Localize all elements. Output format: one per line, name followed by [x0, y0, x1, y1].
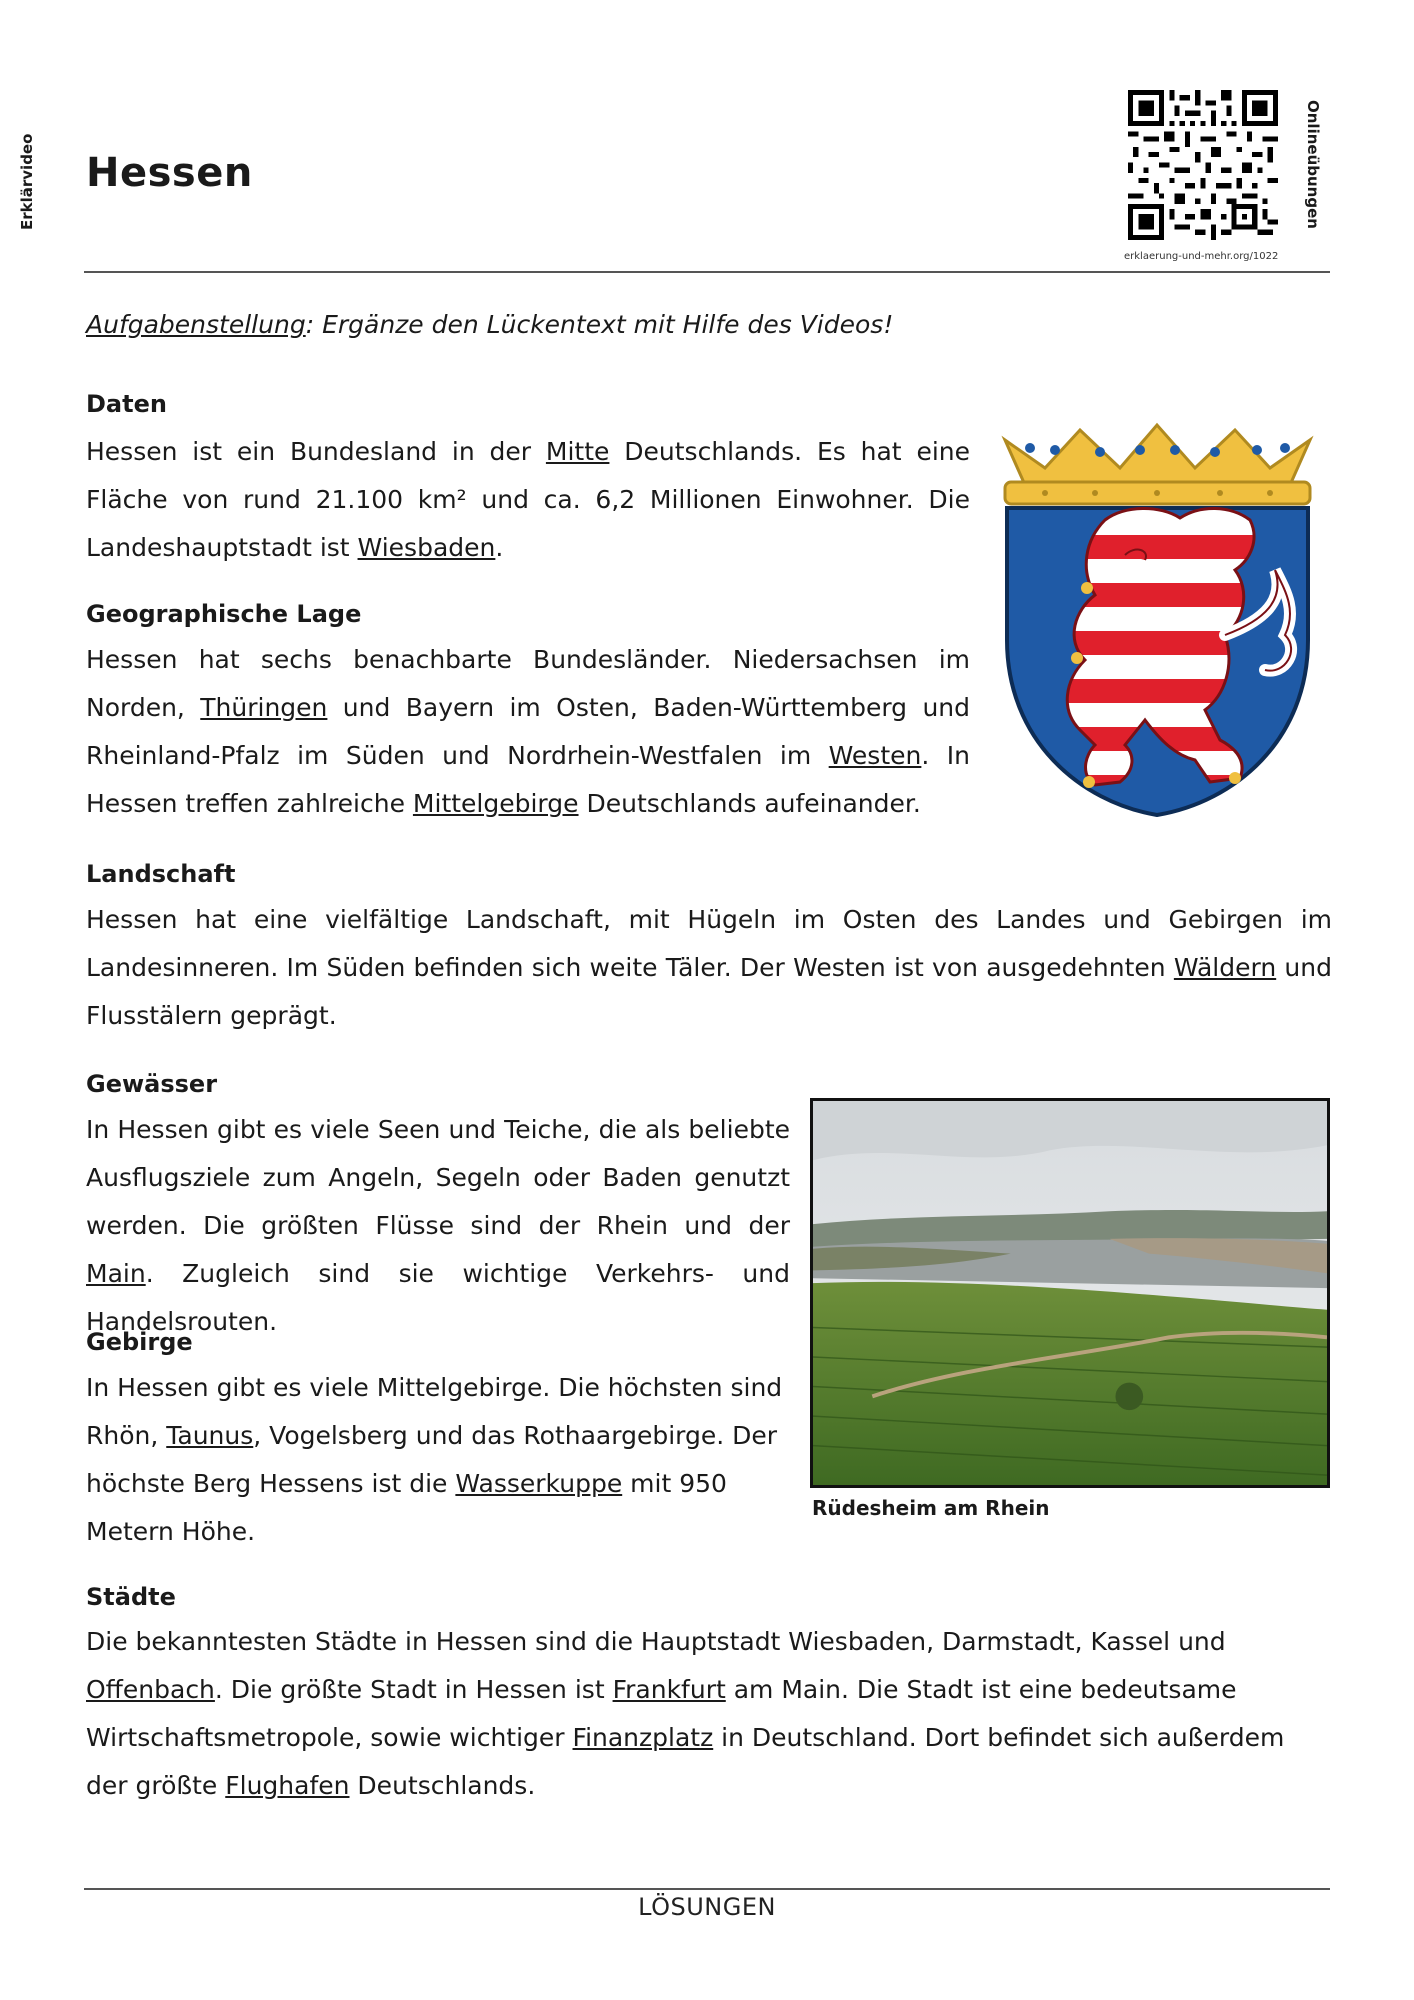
text-run: in Deutschland. Dort befindet sich außerdem der größte — [86, 1723, 1285, 1800]
task-text: : Ergänze den Lückentext mit Hilfe des Videos! — [305, 310, 894, 339]
heading-daten: Daten — [86, 390, 167, 418]
task-label: Aufgabenstellung — [86, 310, 306, 339]
paragraph-staedte — [86, 1618, 1332, 1810]
photo-caption: Rüdesheim am Rhein — [812, 1496, 1050, 1520]
text-run: . — [495, 533, 504, 562]
paragraph-lage — [86, 636, 970, 828]
answer-blank: Wäldern — [1173, 953, 1277, 982]
heading-staedte: Städte — [86, 1583, 176, 1611]
heading-landschaft: Landschaft — [86, 860, 236, 888]
answer-blank: Flughafen — [225, 1771, 350, 1800]
text-run: , Vogelsberg und das Rothaargebirge. Der höchste Berg Hessens ist die — [86, 1421, 778, 1498]
text-run: am Main. Die Stadt ist eine bedeutsame Wirtschaftsmetropole, sowie wichtiger — [86, 1675, 1237, 1752]
page-title: Hessen — [86, 150, 253, 196]
qr-code-icon[interactable] — [1128, 90, 1278, 240]
crown-icon — [1005, 425, 1310, 504]
text-run: Die bekanntesten Städte in Hessen sind die Hauptstadt Wiesbaden, Darmstadt, Kassel und — [86, 1627, 1226, 1656]
text-run: . Die größte Stadt in Hessen ist — [214, 1675, 613, 1704]
text-run: . Zugleich sind sie wichtige Verkehrs- und Handelsrouten. — [86, 1259, 790, 1336]
heading-geographische-lage: Geographische Lage — [86, 600, 362, 628]
answer-blank: Wiesbaden — [357, 533, 496, 562]
task-instruction — [86, 310, 893, 339]
text-run: Hessen hat sechs benachbarte Bundesländer. Niedersachsen im Norden, — [86, 645, 970, 722]
photo-ruedesheim — [810, 1098, 1330, 1488]
qr-right-label: Onlineübungen — [1304, 100, 1322, 229]
text-run: und Bayern im Osten, Baden-Württemberg und Rheinland-Pfalz im Süden und Nordrhein-Westfalen im — [86, 693, 970, 770]
text-run: Hessen hat eine vielfältige Landschaft, mit Hügeln im Osten des Landes und Gebirgen im Landesinneren. Im Süden befinden sich weite Täler. Der Westen ist von ausgedehnten — [86, 905, 1332, 982]
answer-blank: Thüringen — [200, 693, 328, 722]
answer-blank: Taunus — [166, 1421, 254, 1450]
text-run: Hessen ist ein Bundesland in der — [86, 437, 546, 466]
hessen-coat-of-arms — [985, 410, 1330, 820]
paragraph-landschaft — [86, 896, 1332, 1040]
text-run: Deutschlands. Es hat eine Fläche von rund 21.100 km² und ca. 6,2 Millionen Einwohner. Die Landeshauptstadt ist — [86, 437, 970, 562]
text-run: mit 950 Metern Höhe. — [86, 1469, 727, 1546]
paragraph-daten — [86, 428, 970, 572]
header-divider — [84, 271, 1330, 273]
heading-gewaesser: Gewässer — [86, 1070, 218, 1098]
text-run: In Hessen gibt es viele Mittelgebirge. Die höchsten sind Rhön, — [86, 1373, 783, 1450]
heading-gebirge: Gebirge — [86, 1328, 193, 1356]
footer-label: LÖSUNGEN — [638, 1893, 776, 1921]
answer-blank: Frankfurt — [612, 1675, 726, 1704]
text-run: In Hessen gibt es viele Seen und Teiche, die als beliebte Ausflugsziele zum Angeln, Segeln oder Baden genutzt werden. Die größten Flüsse sind der Rhein und der — [86, 1115, 790, 1240]
answer-blank: Finanzplatz — [572, 1723, 714, 1752]
answer-blank: Mitte — [545, 437, 610, 466]
text-run: Deutschlands. — [349, 1771, 536, 1800]
paragraph-gewaesser — [86, 1106, 790, 1346]
answer-blank: Main — [86, 1259, 146, 1288]
qr-url[interactable]: erklaerung-und-mehr.org/1022 — [1124, 251, 1279, 262]
text-run: . In Hessen treffen zahlreiche — [86, 741, 970, 818]
text-run: und Flusstälern geprägt. — [86, 953, 1332, 1030]
paragraph-gebirge — [86, 1364, 786, 1556]
answer-blank: Offenbach — [86, 1675, 215, 1704]
answer-blank: Mittelgebirge — [412, 789, 579, 818]
answer-blank: Westen — [828, 741, 922, 770]
answer-blank: Wasserkuppe — [455, 1469, 623, 1498]
text-run: Deutschlands aufeinander. — [578, 789, 921, 818]
qr-left-label: Erklärvideo — [18, 133, 36, 230]
footer-divider — [84, 1888, 1330, 1890]
